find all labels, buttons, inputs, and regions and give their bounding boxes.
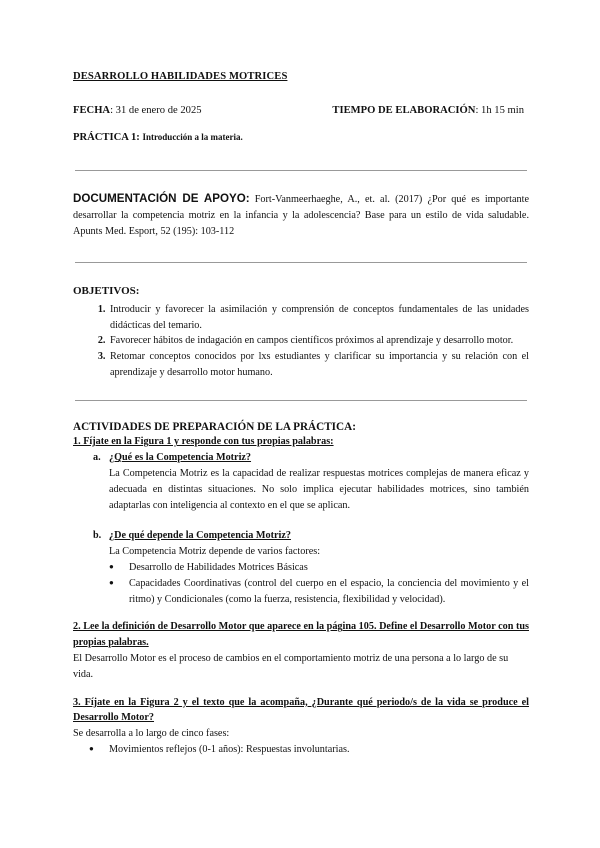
answer-3-intro: Se desarrolla a lo largo de cinco fases: [73,728,230,740]
question-2: 2. Lee la definición de Desarrollo Motor que aparece en la página 105. Define el Desarrollo Motor con tus propias palabras. [73,621,529,649]
subquestion-b-text: ¿De qué depende la Competencia Motriz? [109,530,291,542]
fecha-field [73,103,202,119]
objetivos-heading: OBJETIVOS: [73,284,140,297]
fecha-label: FECHA [73,105,111,117]
subquestion-a [73,450,529,466]
list-item: ● Movimientos reflejos (0-1 años): Respuestas involuntarias. [109,742,529,758]
tiempo-label: TIEMPO DE ELABORACIÓN [332,105,476,117]
documentacion-paragraph [73,190,529,240]
practica-title: Introducción a la materia. [142,131,243,142]
answer-a: La Competencia Motriz es la capacidad de realizar respuestas motrices complejas de manera eficaz y adecuada en distintas situaciones. No solo implica ejecutar habilidades motrices, sino también adaptarlas con inteligencia al contexto en el que se aplican. [109,467,529,511]
divider [75,262,527,263]
documentacion-label: DOCUMENTACIÓN DE APOYO: [73,192,250,206]
actividades-heading: ACTIVIDADES DE PREPARACIÓN DE LA PRÁCTICA: [73,420,356,433]
documentacion-text: Fort-Vanmeerhaeghe, A., et. al. (2017) ¿Por qué es importante desarrollar la competencia motriz en la infancia y la adolescencia? Base para un estilo de vida saludable. Apunts Med. Esport, 52 (195): 103-112 [73,194,529,237]
subquestion-letter: a. [93,452,101,464]
subquestion-b [73,528,529,544]
divider [75,170,527,171]
subquestion-letter: b. [93,530,102,542]
question-3: 3. Fíjate en la Figura 2 y el texto que la acompaña, ¿Durante qué periodo/s de la vida se produce el Desarrollo Motor? [73,696,529,724]
objetivo-item: 1. Introducir y favorecer la asimilación y comprensión de conceptos fundamentales de las unidades didácticas del temario. [108,302,529,334]
answer-b-list [73,560,529,607]
tiempo-value: : 1h 15 min [475,105,524,117]
objetivo-item: 3. Retomar conceptos conocidos por lxs estudiantes y clarificar su importancia y su relación con el aprendizaje y desarrollo motor humano. [108,349,529,381]
list-item: ● Desarrollo de Habilidades Motrices Básicas [129,560,529,576]
document-page [73,62,529,758]
objetivos-list [73,302,529,381]
practica-heading [73,130,529,146]
document-title: DESARROLLO HABILIDADES MOTRICES [73,71,288,82]
header-row [73,103,529,119]
subquestion-a-text: ¿Qué es la Competencia Motriz? [109,452,252,464]
answer-2: El Desarrollo Motor es el proceso de cambios en el comportamiento motriz de una persona a lo largo de su vida. [73,653,509,680]
tiempo-field [332,103,529,119]
answer-3-list [73,742,529,758]
answer-b-intro: La Competencia Motriz depende de varios factores: [109,546,321,558]
question-1: 1. Fíjate en la Figura 1 y responde con tus propias palabras: [73,436,334,448]
practica-label: PRÁCTICA 1: [73,131,140,143]
fecha-value: : 31 de enero de 2025 [110,105,202,117]
list-item: ● Capacidades Coordinativas (control del cuerpo en el espacio, la conciencia del movimiento y el ritmo) y Condicionales (como la fuerza, resistencia, flexibilidad y velocidad). [129,576,529,608]
objetivo-item: 2. Favorecer hábitos de indagación en campos científicos próximos al aprendizaje y desarrollo motor. [108,333,529,349]
divider [75,400,527,401]
